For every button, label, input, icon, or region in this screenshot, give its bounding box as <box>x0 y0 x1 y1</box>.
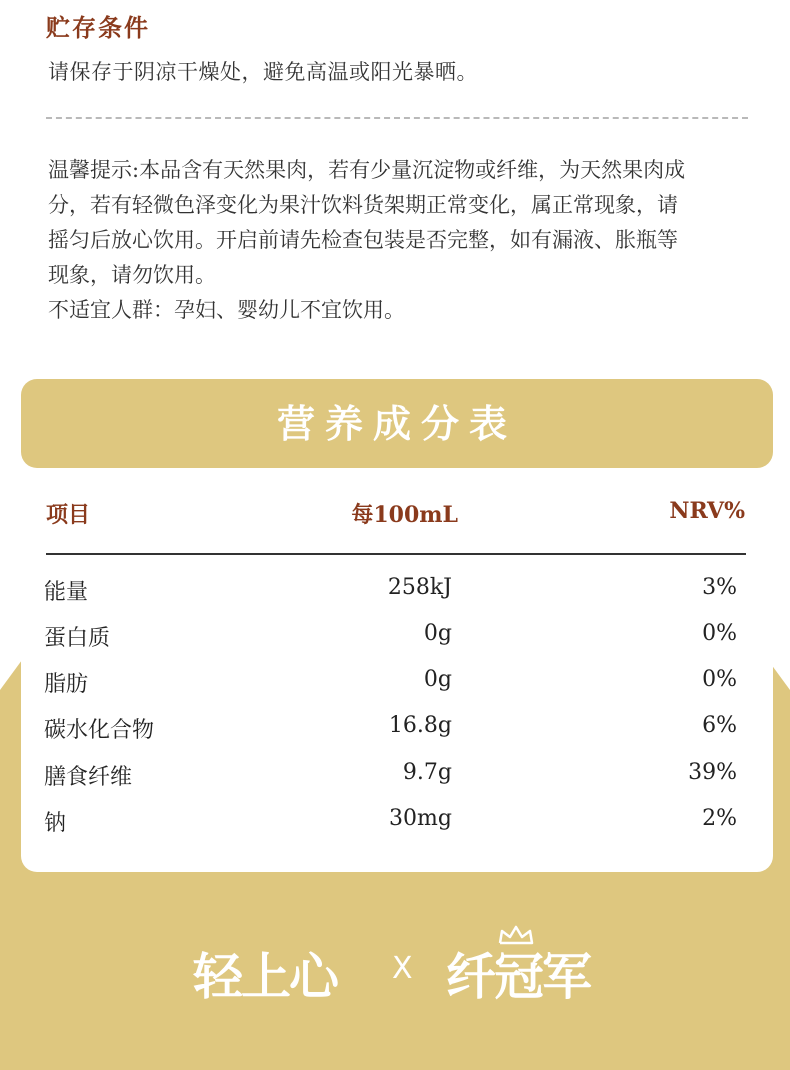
column-header-item: 项目 <box>46 502 91 528</box>
nutrient-value: 0g <box>423 621 452 646</box>
nutrient-nrv: 39% <box>688 760 737 785</box>
nutrition-row <box>0 667 790 697</box>
nutrition-table-title: 营养成分表 <box>276 401 517 446</box>
nutrient-nrv: 2% <box>702 806 737 831</box>
unsuitable-groups-line: 不适宜人群：孕妇、婴幼儿不宜饮用。 <box>48 298 405 322</box>
nutrient-value: 16.8g <box>388 713 452 738</box>
nutrition-row <box>0 575 790 605</box>
nutrition-column-headers <box>0 498 790 528</box>
nutrient-nrv: 6% <box>702 713 737 738</box>
nutrition-title-bar <box>21 379 773 468</box>
nutrient-nrv: 0% <box>702 667 737 692</box>
nutrient-name: 钠 <box>44 811 67 836</box>
nutrient-name: 膳食纤维 <box>44 765 133 790</box>
brand-separator: X <box>392 951 413 986</box>
header-divider <box>46 553 746 555</box>
nutrition-row <box>0 806 790 836</box>
nutrient-name: 蛋白质 <box>44 626 111 651</box>
brand-logo-right: 纤冠军 <box>446 948 590 1006</box>
column-header-nrv: NRV% <box>669 498 745 524</box>
nutrient-value: 9.7g <box>402 760 452 785</box>
column-header-per-100ml: 每100mL <box>351 502 458 528</box>
nutrition-row <box>0 760 790 790</box>
nutrient-value: 30mg <box>389 806 452 831</box>
nutrient-name: 能量 <box>44 580 89 605</box>
notice-line: 摇匀后放心饮用。开启前请先检查包装是否完整，如有漏液、胀瓶等 <box>48 228 678 252</box>
storage-text: 请保存于阴凉干燥处，避免高温或阳光暴晒。 <box>48 60 478 84</box>
nutrient-name: 碳水化合物 <box>44 718 155 743</box>
notice-line: 现象，请勿饮用。 <box>48 263 216 287</box>
nutrient-name: 脂肪 <box>44 672 89 697</box>
storage-heading: 贮存条件 <box>46 13 150 42</box>
notice-line: 分，若有轻微色泽变化为果汁饮料货架期正常变化，属正常现象，请 <box>48 193 678 217</box>
dashed-divider <box>46 117 748 119</box>
notice-block <box>48 153 760 328</box>
nutrient-value: 0g <box>423 667 452 692</box>
nutrition-row <box>0 713 790 743</box>
nutrient-nrv: 3% <box>702 575 737 600</box>
nutrient-value: 258kJ <box>387 575 452 600</box>
brand-logo-left: 轻上心 <box>193 948 337 1006</box>
nutrition-row <box>0 621 790 651</box>
notice-line: 温馨提示:本品含有天然果肉，若有少量沉淀物或纤维，为天然果肉成 <box>48 158 686 182</box>
brand-row <box>0 925 790 1015</box>
nutrient-nrv: 0% <box>702 621 737 646</box>
